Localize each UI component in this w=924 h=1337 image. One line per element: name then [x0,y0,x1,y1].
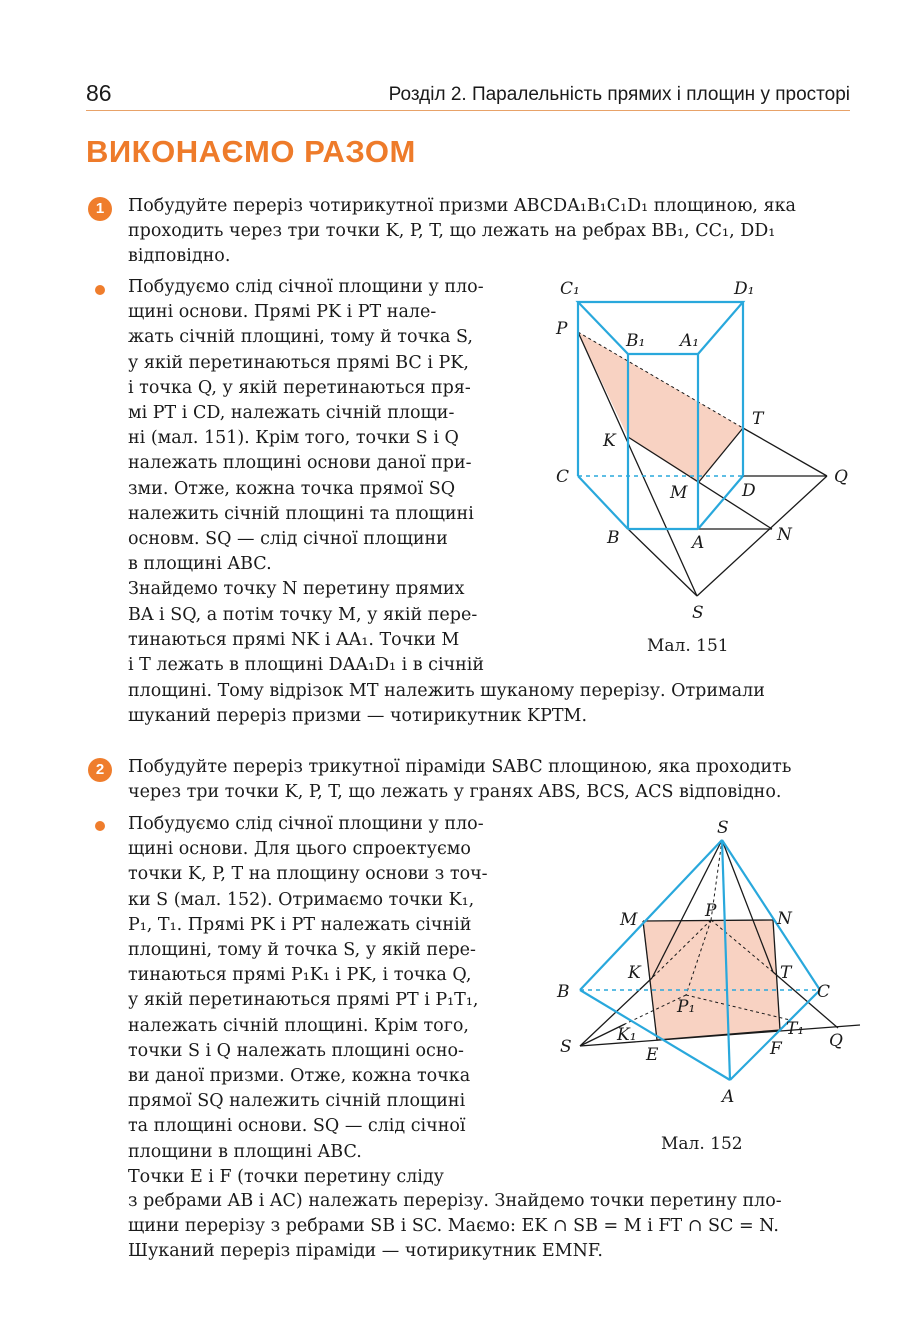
label-b: B [607,528,620,548]
label-f: F [770,1039,782,1059]
label-c: C [817,982,831,1002]
label-t: T [752,409,764,429]
label-a: A [692,533,705,553]
line-t-q [743,428,827,476]
figure-151-caption: Мал. 151 [647,636,729,656]
line-b-s [628,529,697,596]
label-e: E [646,1045,659,1065]
section-title: ВИКОНАЄМО РАЗОМ [86,134,416,169]
task-2-solution-full: з ребрами AB і AC) належать перерізу. Знайдемо точки перетину пло- щини перерізу з ребрами SB і SC. Маємо: EK ∩ SB = M і FT ∩ SC = N. Шуканий переріз піраміди — чотирикутник EMNF. [128,1191,782,1262]
label-q: Q [829,1031,843,1051]
label-s-trace: S [560,1037,572,1057]
label-q: Q [834,467,848,487]
label-d1: D₁ [734,279,755,299]
task-1-solution-left: Побудуємо слід січної площини у пло- щині основи. Прямі PK і PT нале- жать січній площині, тому й точка S, у якій перетинаються прямі BC і PK, і точка Q, у якій перетинаються пря- мі PT і CD, належать січній площи- ні (мал. 151). Крім того, точки S і Q належать площині основи даної при- зми. Отже, кожна точка прямої SQ належить січній площині та площині основм. SQ — слід січної площини в площині ABC. Знайдемо точку N перетину прямих BA і SQ, а потім точку M, у якій пере- тинаються прямі NK і AA₁. Точки M і T лежать в площині DAA₁D₁ і в січній [128,277,485,676]
top-face [578,302,743,354]
label-a: A [722,1087,735,1107]
label-n: N [777,525,792,545]
page-number: 86 [86,80,112,106]
task-1-badge: 1 [88,197,112,221]
label-d: D [742,481,756,501]
label-p: P [705,901,717,921]
task-2-badge: 2 [88,758,112,782]
label-c: C [556,467,570,487]
header-divider [86,110,850,111]
label-c1: C₁ [560,279,580,299]
chapter-title: Розділ 2. Паралельність прямих і площин у просторі [388,84,850,105]
label-k: K [603,431,616,451]
task-1-solution-full: площині. Тому відрізок MT належить шуканому перерізу. Отримали шуканий переріз призми — чотирикутник KPTM. [128,681,765,727]
label-k1: K₁ [617,1025,637,1045]
label-m: M [670,483,688,503]
edge-cb [578,476,628,529]
task-2-solution-left: Побудуємо слід січної площини у пло- щині основи. Для цього спроектуємо точки K, P, T на площину основи з точ- ки S (мал. 152). Отримаємо точки K₁, P₁, T₁. Прямі PK і PT належать січній площині, тому й точка S, у якій пере- тинаються прямі P₁K₁ і PK, і точка Q, у якій перетинаються прямі PT і P₁T₁, належать січній площині. Крім того, точки S і Q належать площині осно- ви даної призми. Отже, кожна точка прямої SQ належить січній площині та площині основи. SQ — слід січної площини в площині ABC. Точки E і F (точки перетину сліду [128,814,488,1187]
label-b1: B₁ [626,331,646,351]
label-n: N [777,909,792,929]
bullet-icon [95,285,105,295]
edge-ad [698,476,743,529]
label-s: S [692,603,704,623]
task-1-statement: Побудуйте переріз чотирикутної призми ABCDA₁B₁C₁D₁ площиною, яка проходить через три точки K, P, T, що лежать на ребрах BB₁, CC₁, DD₁ відповідно. [128,196,796,267]
label-t: T [780,963,792,983]
label-p1: P₁ [677,997,696,1017]
label-m: M [620,910,638,930]
figure-152-caption: Мал. 152 [661,1134,743,1154]
label-s-top: S [717,818,729,838]
label-b: B [557,982,570,1002]
figure-152-pyramid [550,815,870,1115]
label-a1: A₁ [680,331,700,351]
figure-151-prism [540,270,870,630]
label-t1: T₁ [786,1019,805,1039]
bullet-icon [95,821,105,831]
label-p: P [556,319,568,339]
task-2-statement: Побудуйте переріз трикутної піраміди SABC площиною, яка проходить через три точки K, P, T, що лежать у гранях ABS, BCS, ACS відповідно. [128,757,792,803]
label-k: K [628,963,641,983]
